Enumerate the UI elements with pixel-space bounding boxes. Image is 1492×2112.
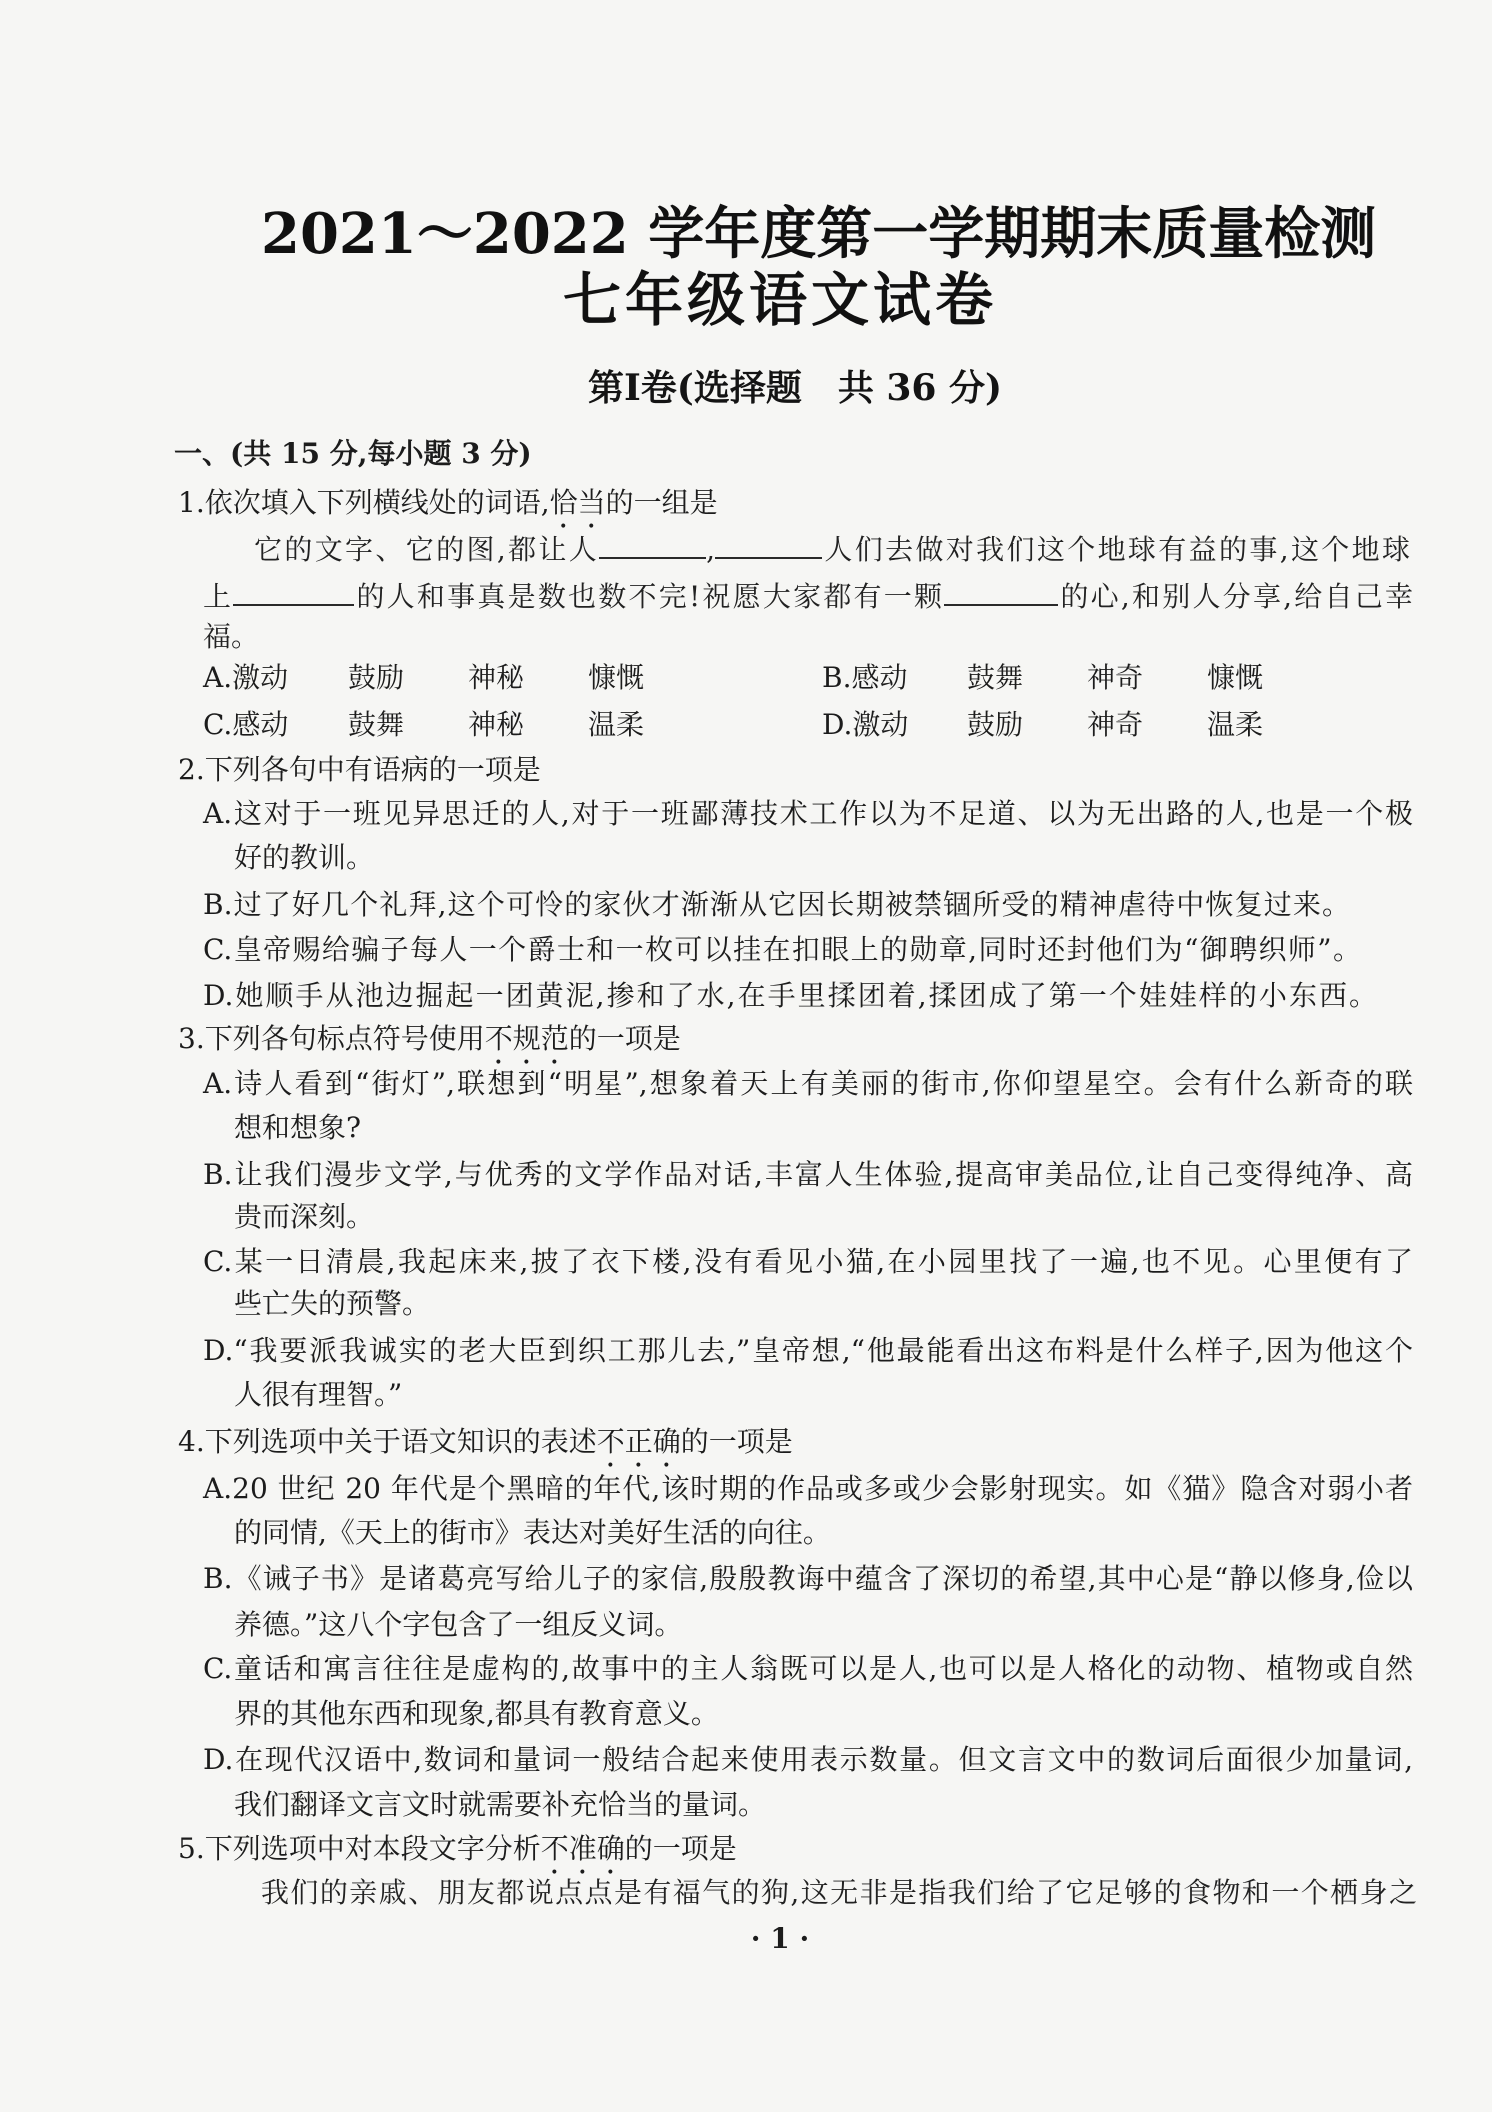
fill-blank-1 xyxy=(599,533,706,559)
option-label: A. xyxy=(203,661,233,694)
q5-stem-emphasis: 不准确 xyxy=(540,1832,625,1865)
q4-stem-text-end: 的一项是 xyxy=(680,1425,793,1458)
q4-option-c-continued: 界的其他东西和现象,都具有教育意义。 xyxy=(234,1697,719,1730)
option-text: 她顺手从池边掘起一团黄泥,掺和了水,在手里揉团着,揉团成了第一个娃娃样的小东西。 xyxy=(233,979,1377,1012)
option-text: “我要派我诚实的老大臣到织工那儿去,”皇帝想,“他最能看出这布料是什么样子,因为他这个 xyxy=(233,1334,1413,1367)
option-word: 鼓励 xyxy=(967,708,1024,741)
passage-text: 上 xyxy=(203,580,234,613)
option-word: 激动 xyxy=(852,708,909,741)
q1-passage-line-2 xyxy=(203,579,1413,615)
option-label: C. xyxy=(203,1245,233,1278)
q3-stem-emphasis: 不规范 xyxy=(484,1022,569,1055)
option-word: 神秘 xyxy=(468,661,525,694)
option-label: B. xyxy=(203,888,233,921)
option-word: 神秘 xyxy=(468,708,525,741)
option-text: 在现代汉语中,数词和量词一般结合起来使用表示数量。但文言文中的数词后面很少加量词, xyxy=(233,1743,1413,1776)
option-word: 感动 xyxy=(851,661,908,694)
q1-option-c xyxy=(203,707,708,743)
option-label: A. xyxy=(203,797,233,830)
option-word: 温柔 xyxy=(1207,708,1264,741)
fill-blank-3 xyxy=(233,580,354,606)
passage-text: 人们去做对我们这个地球有益的事,这个地球 xyxy=(822,533,1411,566)
q1-stem xyxy=(178,485,718,535)
q4-stem-emphasis: 不正确 xyxy=(596,1425,681,1458)
q4-stem-text: 4.下列选项中关于语文知识的表述 xyxy=(178,1425,597,1458)
fill-blank-4 xyxy=(944,580,1058,606)
q3-option-b-continued: 贵而深刻。 xyxy=(234,1200,375,1233)
option-text: 让我们漫步文学,与优秀的文学作品对话,丰富人生体验,提高审美品位,让自己变得纯净、高 xyxy=(232,1158,1413,1191)
option-text: 《诫子书》是诸葛亮写给儿子的家信,殷殷教诲中蕴含了深切的希望,其中心是“静以修身,俭以 xyxy=(232,1562,1413,1595)
q1-stem-emphasis: 恰当 xyxy=(549,486,606,519)
option-word: 神奇 xyxy=(1087,708,1144,741)
option-word: 鼓励 xyxy=(348,661,405,694)
q4-option-c xyxy=(203,1651,1413,1687)
option-text: 童话和寓言往往是虚构的,故事中的主人翁既可以是人,也可以是人格化的动物、植物或自然 xyxy=(232,1652,1413,1685)
q4-stem xyxy=(178,1424,793,1474)
option-d-first xyxy=(822,707,967,743)
q1-option-d xyxy=(822,707,1327,743)
page-number: · 1 · xyxy=(750,1922,810,1955)
option-label: D. xyxy=(822,708,853,741)
option-text: 这对于一班见异思迁的人,对于一班鄙薄技术工作以为不足道、以为无出路的人,也是一个极 xyxy=(232,797,1413,830)
passage-text: 它的文字、它的图,都让人 xyxy=(254,533,600,566)
option-label: B. xyxy=(203,1158,233,1191)
option-label: A. xyxy=(203,1067,233,1100)
option-text: 过了好几个礼拜,这个可怜的家伙才渐渐从它因长期被禁锢所受的精神虐待中恢复过来。 xyxy=(232,888,1350,921)
q4-option-b-continued: 养德。”这八个字包含了一组反义词。 xyxy=(234,1608,683,1641)
q5-passage-line: 我们的亲戚、朋友都说点点是有福气的狗,这无非是指我们给了它足够的食物和一个栖身之 xyxy=(261,1876,1417,1909)
q3-stem-text: 3.下列各句标点符号使用 xyxy=(178,1022,485,1055)
exam-subtitle: 七年级语文试卷 xyxy=(562,266,997,334)
q1-option-b xyxy=(822,660,1327,696)
part-heading: 第Ⅰ卷(选择题 共 36 分) xyxy=(587,367,1003,409)
option-label: B. xyxy=(822,661,852,694)
option-text: 皇帝赐给骗子每人一个爵士和一枚可以挂在扣眼上的勋章,同时还封他们为“御聘织师”。 xyxy=(232,933,1361,966)
option-label: B. xyxy=(203,1562,233,1595)
passage-text: 的人和事真是数也数不完!祝愿大家都有一颗 xyxy=(354,580,945,613)
option-a-first xyxy=(203,660,348,696)
fill-blank-2 xyxy=(715,533,822,559)
q4-option-a xyxy=(203,1471,1413,1507)
option-label: D. xyxy=(203,979,234,1012)
q3-option-b xyxy=(203,1157,1413,1193)
option-text: 诗人看到“街灯”,联想到“明星”,想象着天上有美丽的街市,你仰望星空。会有什么新奇的联 xyxy=(232,1067,1413,1100)
section-heading: 一、(共 15 分,每小题 3 分) xyxy=(174,437,532,470)
q3-option-c-continued: 些亡失的预警。 xyxy=(234,1287,431,1320)
option-label: D. xyxy=(203,1743,234,1776)
q2-option-c xyxy=(203,932,1361,968)
option-label: C. xyxy=(203,1652,233,1685)
q1-option-a xyxy=(203,660,708,696)
q1-passage-line-1 xyxy=(254,532,1410,568)
q3-option-d xyxy=(203,1333,1413,1369)
q2-option-a xyxy=(203,796,1413,832)
q5-stem xyxy=(178,1831,737,1881)
option-text: 某一日清晨,我起床来,披了衣下楼,没有看见小猫,在小园里找了一遍,也不见。心里便有了 xyxy=(232,1245,1413,1278)
option-b-first xyxy=(822,660,967,696)
exam-title: 2021～2022 学年度第一学期期末质量检测 xyxy=(261,201,1377,267)
q4-option-a-continued: 的同情,《天上的街市》表达对美好生活的向往。 xyxy=(234,1516,831,1549)
q3-option-a-continued: 想和想象? xyxy=(234,1111,362,1144)
option-label: A. xyxy=(203,1472,233,1505)
option-label: D. xyxy=(203,1334,234,1367)
option-label: C. xyxy=(203,933,233,966)
q4-option-b xyxy=(203,1561,1413,1597)
q3-stem-text-end: 的一项是 xyxy=(568,1022,681,1055)
q3-option-d-continued: 人很有理智。” xyxy=(234,1378,403,1411)
option-word: 感动 xyxy=(232,708,289,741)
option-c-first xyxy=(203,707,348,743)
q1-passage-line-3: 福。 xyxy=(203,620,260,653)
q3-option-a xyxy=(203,1066,1413,1102)
q1-stem-text-end: 的一组是 xyxy=(605,486,718,519)
option-text: 20 世纪 20 年代是个黑暗的年代,该时期的作品或多或少会影射现实。如《猫》隐含对弱小者 xyxy=(232,1472,1413,1505)
q3-option-c xyxy=(203,1244,1413,1280)
passage-text: , xyxy=(706,533,716,566)
option-word: 神奇 xyxy=(1087,661,1144,694)
q1-stem-text: 1.依次填入下列横线处的词语, xyxy=(178,486,550,519)
option-word: 温柔 xyxy=(588,708,645,741)
q4-option-d xyxy=(203,1742,1413,1778)
passage-text: 的心,和别人分享,给自己幸 xyxy=(1058,580,1413,613)
q4-option-d-continued: 我们翻译文言文时就需要补充恰当的量词。 xyxy=(234,1788,767,1821)
q2-option-b xyxy=(203,887,1350,923)
option-word: 激动 xyxy=(232,661,289,694)
option-label: C. xyxy=(203,708,233,741)
option-word: 慷慨 xyxy=(1207,661,1264,694)
q5-stem-text-end: 的一项是 xyxy=(624,1832,737,1865)
option-word: 慷慨 xyxy=(588,661,645,694)
q2-option-a-continued: 好的教训。 xyxy=(234,841,375,874)
q2-option-d xyxy=(203,978,1377,1014)
q3-stem xyxy=(178,1021,681,1071)
q5-stem-text: 5.下列选项中对本段文字分析 xyxy=(178,1832,541,1865)
q2-stem: 2.下列各句中有语病的一项是 xyxy=(178,753,541,786)
option-word: 鼓舞 xyxy=(967,661,1024,694)
option-word: 鼓舞 xyxy=(348,708,405,741)
